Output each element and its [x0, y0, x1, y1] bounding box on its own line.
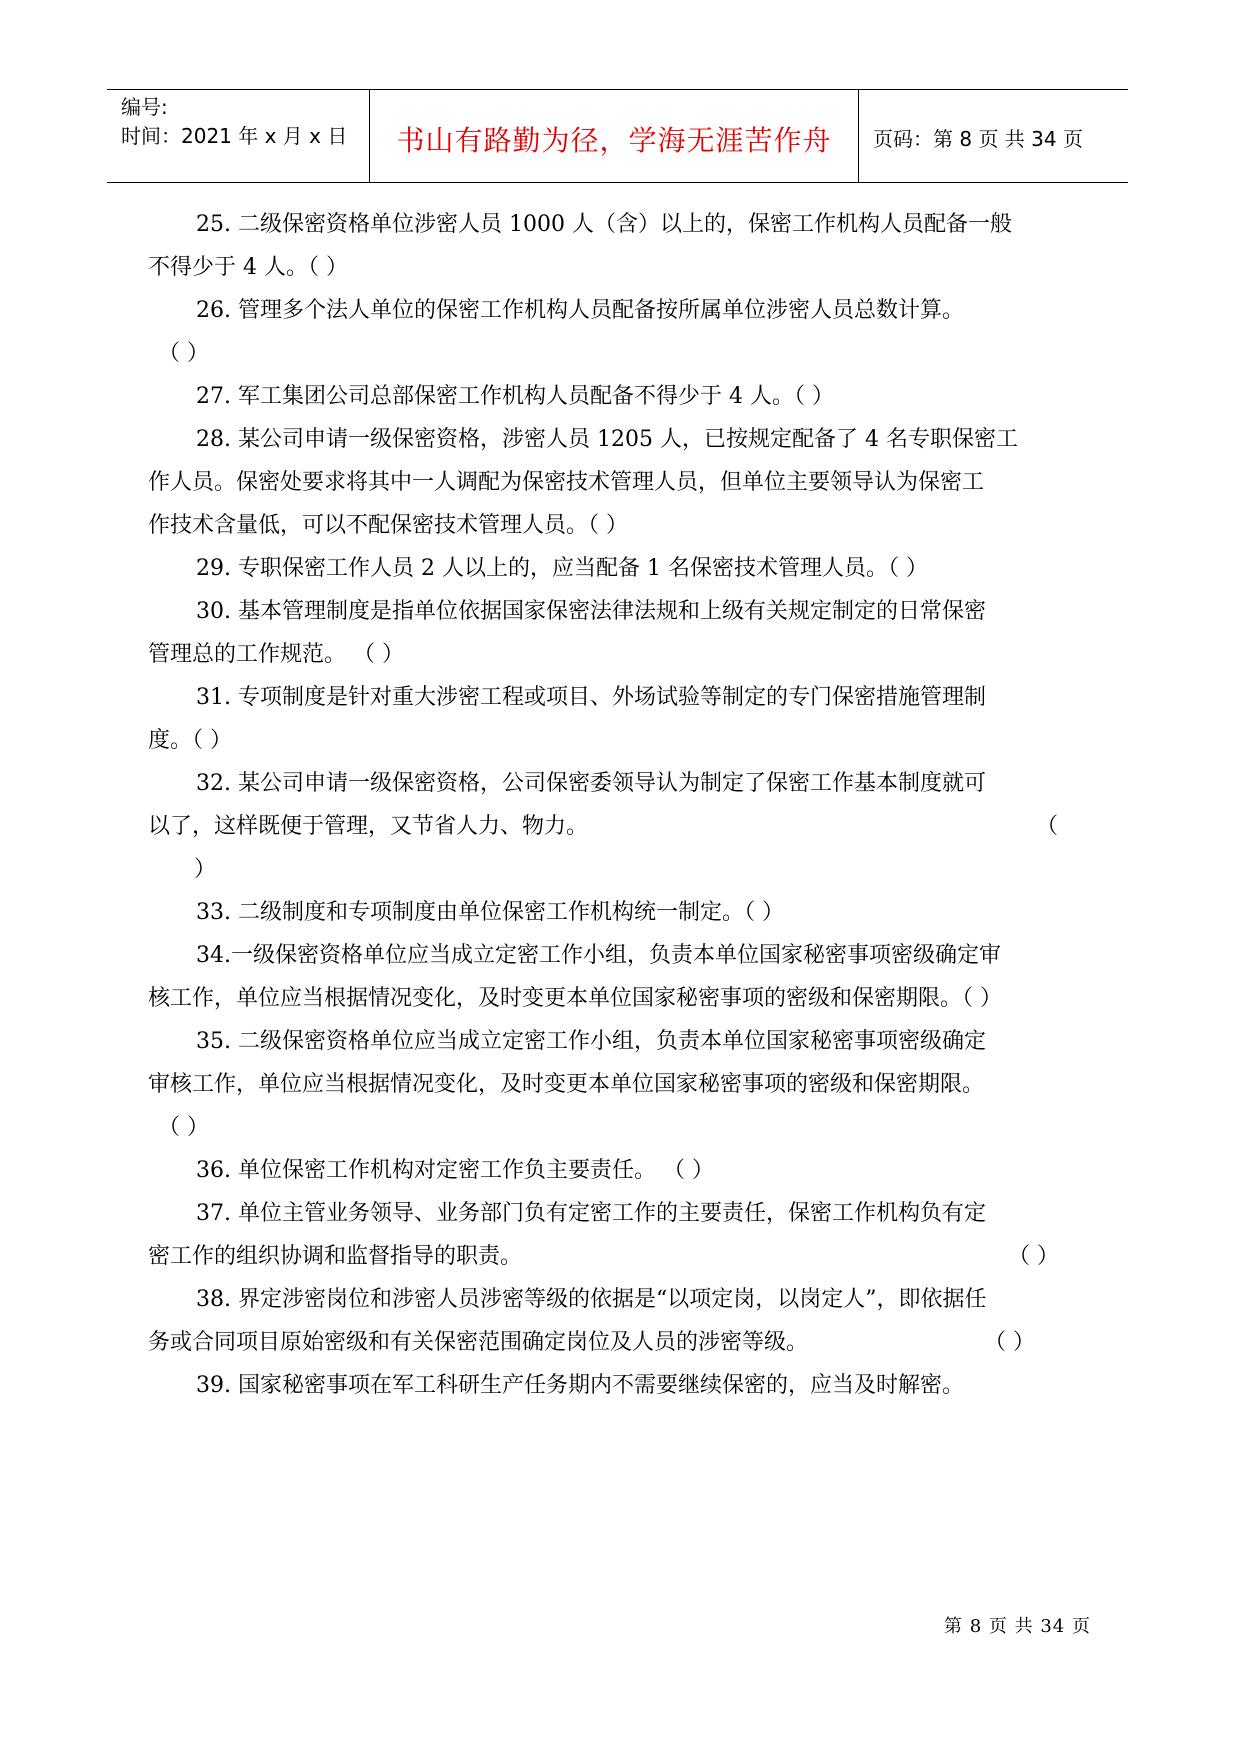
- text-line: 作人员。保密处要求将其中一人调配为保密技术管理人员，但单位主要领导认为保密工: [148, 470, 985, 495]
- text-line: 管理总的工作规范。 （ ）: [148, 642, 404, 667]
- text-line: 度。（ ）: [148, 728, 232, 753]
- text-line: 28. 某公司申请一级保密资格，涉密人员 1205 人，已按规定配备了 4 名专职保密工: [196, 427, 1018, 452]
- text-line: 26. 管理多个法人单位的保密工作机构人员配备按所属单位涉密人员总数计算。: [196, 298, 964, 323]
- text-line: 32. 某公司申请一级保密资格，公司保密委领导认为制定了保密工作基本制度就可: [196, 771, 986, 796]
- header-left-cell: [107, 90, 369, 182]
- page-footer: 第 8 页 共 34 页: [944, 1616, 1091, 1637]
- text-line: 38. 界定涉密岗位和涉密人员涉密等级的依据是“以项定岗，以岗定人”，即依据任: [196, 1287, 987, 1312]
- text-line: （ ）: [158, 341, 209, 366]
- text-line: 审核工作，单位应当根据情况变化，及时变更本单位国家秘密事项的密级和保密期限。: [148, 1072, 985, 1097]
- text-line: 35. 二级保密资格单位应当成立定密工作小组，负责本单位国家秘密事项密级确定: [196, 1029, 986, 1054]
- header-motto: 书山有路勤为径，学海无涯苦作舟: [396, 124, 832, 157]
- text-line: 36. 单位保密工作机构对定密工作负主要责任。 （ ）: [196, 1158, 714, 1183]
- header-middle-cell: [369, 90, 859, 182]
- header-page-code: 页码：第 8 页 共 34 页: [873, 127, 1083, 151]
- text-line: ）: [194, 857, 217, 882]
- text-line: 不得少于 4 人。（ ）: [148, 255, 348, 280]
- text-line: 34.一级保密资格单位应当成立定密工作小组，负责本单位国家秘密事项密级确定审: [196, 943, 1001, 968]
- text-line: 37. 单位主管业务领导、业务部门负有定密工作的主要责任，保密工作机构负有定: [196, 1201, 986, 1226]
- text-line: 31. 专项制度是针对重大涉密工程或项目、外场试验等制定的专门保密措施管理制: [196, 685, 986, 710]
- document-time-label: 时间：2021 年 x 月 x 日: [121, 124, 348, 148]
- text-line: 27. 军工集团公司总部保密工作机构人员配备不得少于 4 人。（ ）: [196, 384, 834, 409]
- text-line: 作技术含量低，可以不配保密技术管理人员。（ ）: [148, 513, 628, 538]
- text-line: 29. 专职保密工作人员 2 人以上的，应当配备 1 名保密技术管理人员。（ ）: [196, 556, 928, 581]
- text-line: （ ）: [1008, 1244, 1059, 1269]
- text-line: 核工作，单位应当根据情况变化，及时变更本单位国家秘密事项的密级和保密期限。（ ）: [148, 986, 1002, 1011]
- text-line: （: [1036, 814, 1059, 839]
- text-line: （ ）: [158, 1115, 209, 1140]
- text-line: 以了，这样既便于管理，又节省人力、物力。: [148, 814, 589, 839]
- header-table: [107, 89, 1128, 183]
- text-line: 密工作的组织协调和监督指导的职责。: [148, 1244, 523, 1269]
- text-line: 25. 二级保密资格单位涉密人员 1000 人（含）以上的，保密工作机构人员配备一般: [196, 212, 1012, 237]
- text-line: 39. 国家秘密事项在军工科研生产任务期内不需要继续保密的，应当及时解密。: [196, 1373, 964, 1398]
- text-line: （ ）: [984, 1330, 1035, 1355]
- text-line: 30. 基本管理制度是指单位依据国家保密法律法规和上级有关规定制定的日常保密: [196, 599, 986, 624]
- text-line: 务或合同项目原始密级和有关保密范围确定岗位及人员的涉密等级。: [148, 1330, 809, 1355]
- document-number-label: 编号:: [121, 95, 168, 119]
- header-right-cell: [859, 90, 1128, 182]
- text-line: 33. 二级制度和专项制度由单位保密工作机构统一制定。（ ）: [196, 900, 784, 925]
